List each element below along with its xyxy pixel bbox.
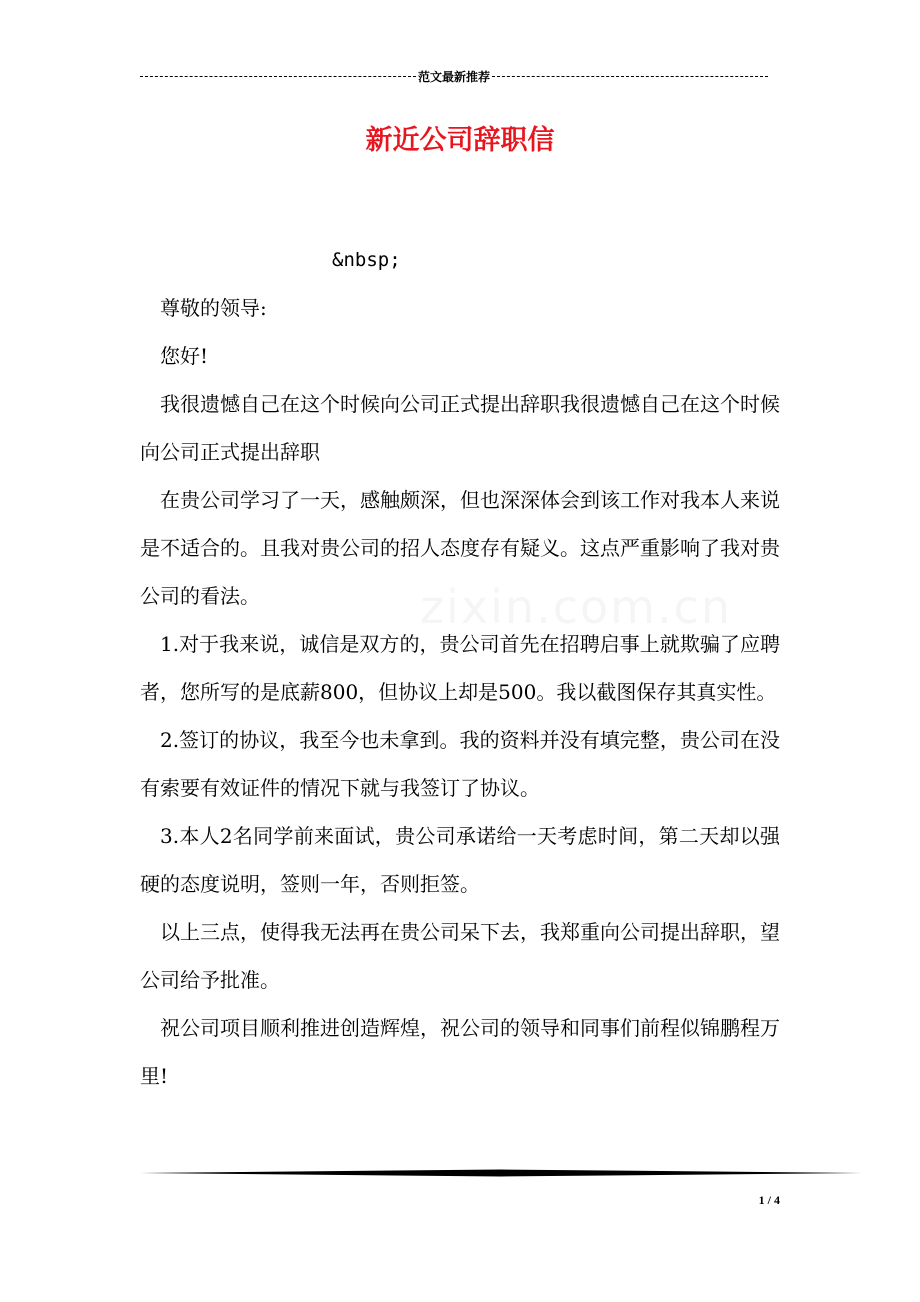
paragraph-conclusion: 以上三点，使得我无法再在贵公司呆下去，我郑重向公司提出辞职，望公司给予批准。 bbox=[140, 920, 780, 992]
paragraph-point-2: 2.签订的协议，我至今也未拿到。我的资料并没有填完整，贵公司在没有索要有效证件的情况下就与我签订了协议。 bbox=[140, 728, 780, 800]
paragraph-intro: 我很遗憾自己在这个时候向公司正式提出辞职我很遗憾自己在这个时候向公司正式提出辞职 bbox=[140, 392, 780, 464]
paragraph-reason: 在贵公司学习了一天，感触颇深，但也深深体会到该工作对我本人来说是不适合的。且我对贵公司的招人态度存有疑义。这点严重影响了我对贵公司的看法。 bbox=[140, 488, 780, 608]
page-number: 1 / 4 bbox=[758, 1193, 780, 1207]
header-dash-left bbox=[140, 76, 416, 77]
nbsp-text: &nbsp; bbox=[332, 249, 401, 271]
header-dash-right bbox=[492, 76, 768, 77]
paragraph-wishes: 祝公司项目顺利推进创造辉煌，祝公司的领导和同事们前程似锦鹏程万里! bbox=[140, 1016, 780, 1088]
paragraph-point-3: 3.本人2名同学前来面试，贵公司承诺给一天考虑时间，第二天却以强硬的态度说明，签则一年，否则拒签。 bbox=[140, 824, 780, 896]
footer-rule bbox=[140, 1168, 862, 1178]
document-title: 新近公司辞职信 bbox=[365, 125, 555, 156]
header-label: 范文最新推荐 bbox=[418, 69, 491, 84]
greeting: 您好! bbox=[160, 344, 209, 368]
paragraph-point-1: 1.对于我来说，诚信是双方的，贵公司首先在招聘启事上就欺骗了应聘者，您所写的是底薪800，但协议上却是500。我以截图保存其真实性。 bbox=[140, 632, 780, 704]
salutation: 尊敬的领导: bbox=[160, 296, 267, 320]
letter-body bbox=[140, 236, 780, 1100]
page-header bbox=[140, 66, 768, 86]
